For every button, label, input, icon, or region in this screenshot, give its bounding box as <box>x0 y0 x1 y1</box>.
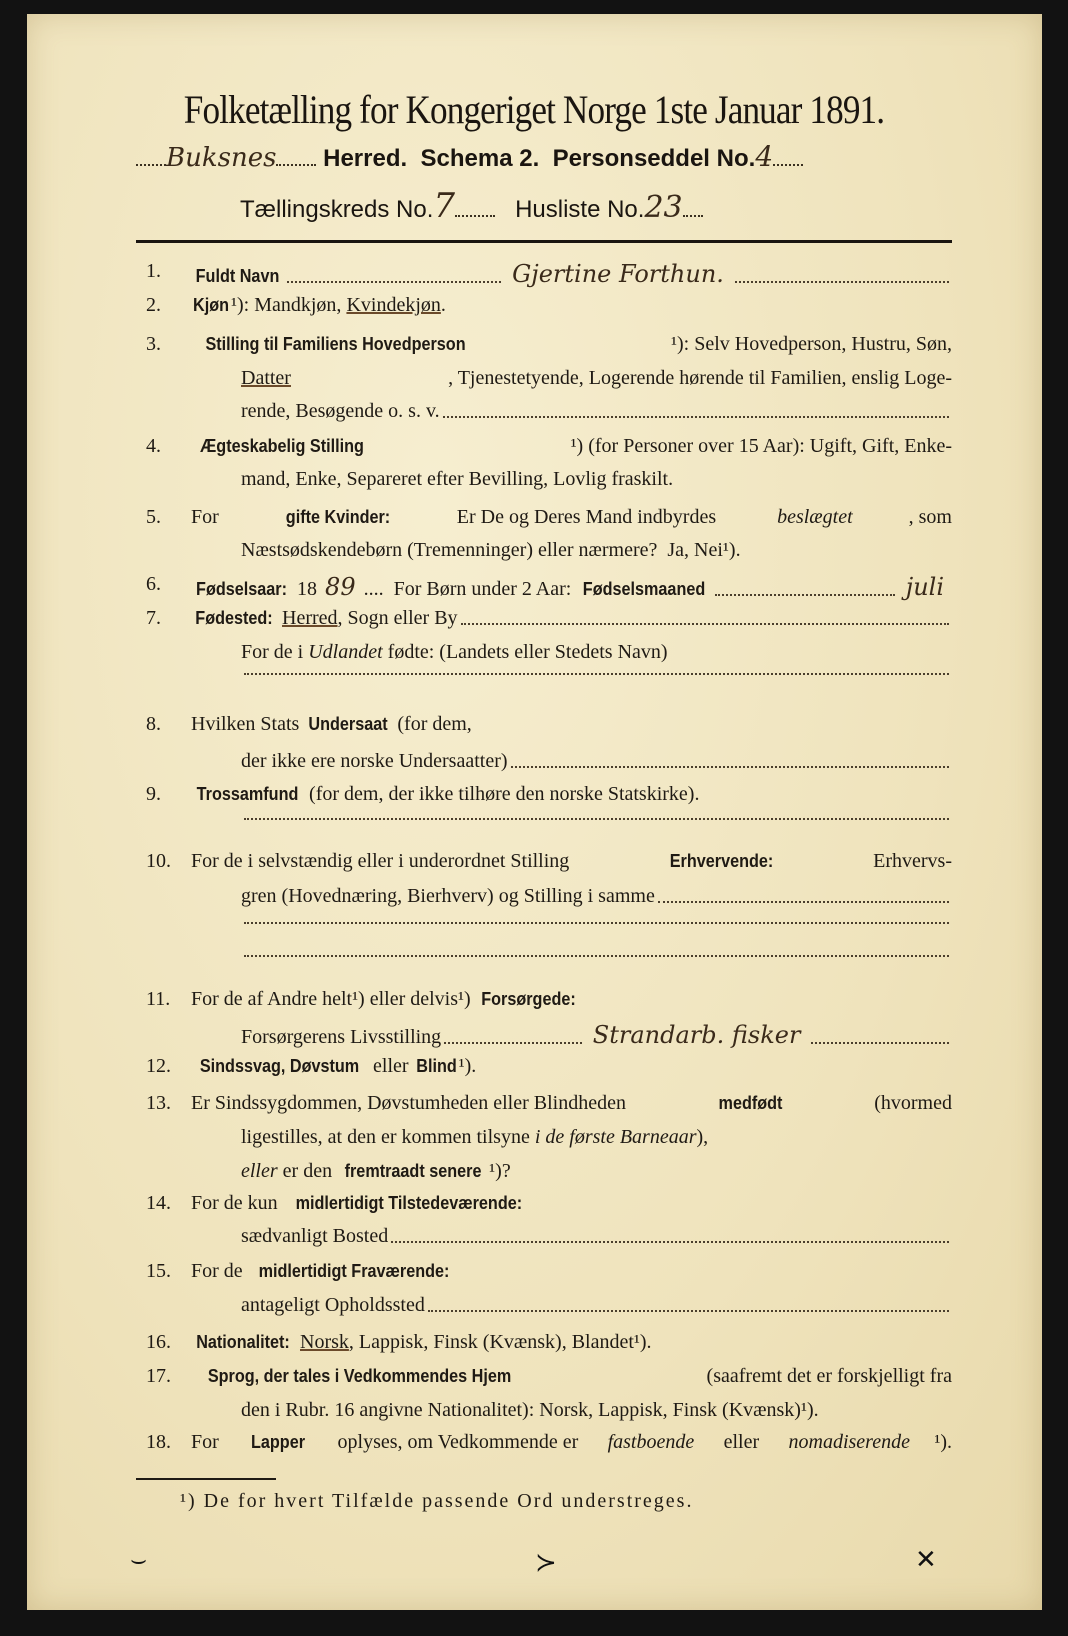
dot-leader <box>443 416 949 418</box>
bold-label: gifte Kvinder: <box>285 507 390 527</box>
item-line <box>241 1160 952 1183</box>
bold-label: Kjøn <box>193 295 229 315</box>
personseddel-label: Personseddel No. <box>552 145 756 172</box>
text: , Sogn eller By <box>337 607 458 629</box>
italic-text: nomadiserende <box>788 1431 910 1453</box>
item-line <box>191 1055 952 1078</box>
text: gren (Hovednæring, Bierhverv) og Stilling i samme <box>241 885 655 907</box>
text: antageligt Opholdssted <box>241 1294 425 1316</box>
text: eller <box>368 1055 414 1077</box>
bold-label: midlertidigt Tilstedeværende: <box>295 1193 522 1213</box>
text: fødte: (Landets eller Stedets Navn) <box>382 641 668 663</box>
item-line <box>191 1092 952 1115</box>
item-line <box>191 988 952 1011</box>
footnote: ¹) De for hvert Tilfælde passende Ord understreges. <box>180 1490 694 1512</box>
item-number: 16. <box>146 1331 171 1353</box>
item-line <box>241 818 952 825</box>
text: (hvormed <box>869 1092 952 1114</box>
item-number: 3. <box>146 333 161 355</box>
item-line <box>241 750 952 773</box>
underlined-choice: Herred <box>282 607 338 629</box>
italic-text: beslægtet <box>777 506 853 528</box>
text: der ikke ere norske Undersaatter) <box>241 750 508 772</box>
item-line <box>241 673 952 680</box>
item-number: 2. <box>146 294 161 316</box>
item-line <box>241 367 952 390</box>
underlined-choice: Kvindekjøn <box>346 294 441 316</box>
text: (saafremt det er forskjelligt fra <box>701 1365 952 1387</box>
text: For de i <box>241 641 309 663</box>
handwritten-entry: 89 <box>325 573 356 601</box>
dot-leader <box>715 594 894 596</box>
italic-text: Udlandet <box>308 641 383 663</box>
text: oplyses, om Vedkommende er <box>332 1431 584 1453</box>
item-line <box>241 1294 952 1317</box>
paper-tear-mark: ≻ <box>535 1548 557 1577</box>
item-number: 11. <box>146 988 171 1010</box>
handwritten-entry: Strandarb. fisker <box>592 1021 801 1049</box>
bold-label: Fødselsmaaned <box>583 579 706 599</box>
bold-label: Erhvervende: <box>669 851 773 871</box>
text: Hvilken Stats <box>191 713 305 735</box>
herred-label: Herred. <box>323 145 408 172</box>
text: , Tjenestetyende, Logerende hørende til Familien, enslig Loge- <box>448 367 952 389</box>
bold-label: Sprog, der tales i Vedkommendes Hjem <box>207 1366 512 1386</box>
bold-label: Trossamfund <box>196 784 299 804</box>
bold-label: Nationalitet: <box>196 1332 290 1352</box>
item-line <box>191 1331 952 1354</box>
text: ¹)? <box>489 1160 511 1182</box>
text: (for dem, der ikke tilhøre den norske Statskirke). <box>304 783 700 805</box>
item-number: 6. <box>146 573 161 595</box>
paper-tear-mark: ✕ <box>915 1545 937 1574</box>
dot-leader <box>428 1310 949 1312</box>
item-line <box>241 1021 952 1049</box>
text: ¹). <box>934 1431 952 1453</box>
dot-leader <box>244 818 949 820</box>
personseddel-value: 4 <box>755 140 774 173</box>
item-line <box>191 1192 952 1215</box>
bold-label: Sindssvag, Døvstum <box>199 1056 360 1076</box>
item-number: 15. <box>146 1260 171 1282</box>
bold-label: midlertidigt Fraværende: <box>258 1261 450 1281</box>
text: . <box>440 294 446 316</box>
bold-label: Fødselsaar: <box>196 579 287 599</box>
text: , Lappisk, Finsk (Kvænsk), Blandet¹). <box>348 1331 652 1353</box>
item-line <box>191 506 952 529</box>
bold-label: Fuldt Navn <box>195 266 280 286</box>
dot-leader <box>683 211 703 217</box>
dot-leader <box>287 281 501 283</box>
underlined-choice: Norsk <box>300 1331 349 1353</box>
italic-text: fastboende <box>607 1431 695 1453</box>
item-line <box>191 850 952 873</box>
text: For de af Andre helt¹) eller delvis¹) <box>191 988 476 1010</box>
item-line <box>241 922 952 929</box>
text: (for dem, <box>392 713 472 735</box>
dot-leader <box>244 955 949 957</box>
text: .... For Børn under 2 Aar: <box>363 578 577 600</box>
text: Næstsødskendebørn (Tremenninger) eller nærmere? Ja, Nei¹). <box>241 539 741 561</box>
text: mand, Enke, Separeret efter Bevilling, Lovlig fraskilt. <box>241 468 674 490</box>
text: ¹) (for Personer over 15 Aar): Ugift, Gift, Enke- <box>570 435 952 457</box>
item-line <box>191 1431 952 1454</box>
kreds-label: Tællingskreds No. <box>240 196 434 223</box>
husliste-label: Husliste No. <box>515 196 645 223</box>
item-number: 4. <box>146 435 161 457</box>
kreds-value: 7 <box>433 186 456 226</box>
dot-leader <box>511 766 949 768</box>
text: sædvanligt Bosted <box>241 1225 389 1247</box>
item-line <box>241 641 952 664</box>
header-rule <box>136 240 952 243</box>
item-number: 17. <box>146 1365 171 1387</box>
bold-label: Forsørgede: <box>480 989 576 1009</box>
text: For de i selvstændig eller i underordnet Stilling <box>191 850 575 872</box>
bold-label: medfødt <box>718 1093 783 1113</box>
herred-value: Buksnes <box>166 143 277 173</box>
husliste-value: 23 <box>644 190 683 225</box>
text: rende, Besøgende o. s. v. <box>241 400 440 422</box>
text: ), <box>696 1126 709 1148</box>
item-number: 10. <box>146 850 171 872</box>
dot-leader <box>276 160 316 166</box>
form-title: Folketælling for Kongeriget Norge 1ste Januar 1891. <box>183 87 885 132</box>
item-line <box>241 1399 952 1422</box>
text: ¹): Selv Hovedperson, Hustru, Søn, <box>671 333 952 355</box>
footnote-rule <box>136 1478 276 1480</box>
dot-leader <box>244 673 949 675</box>
paper-tear-mark: ⌣ <box>130 1545 148 1574</box>
text: Er De og Deres Mand indbyrdes <box>451 506 722 528</box>
dot-leader <box>444 1042 582 1044</box>
item-line <box>191 607 952 630</box>
underlined-choice: Datter <box>241 367 291 389</box>
dot-leader <box>773 160 803 166</box>
item-number: 14. <box>146 1192 171 1214</box>
item-number: 7. <box>146 607 161 629</box>
dot-leader <box>461 623 949 625</box>
bold-label: Ægteskabelig Stilling <box>200 436 364 456</box>
dot-leader <box>658 901 949 903</box>
text: For <box>191 1431 224 1453</box>
item-number: 12. <box>146 1055 171 1077</box>
item-line <box>241 885 952 908</box>
item-line <box>191 573 952 601</box>
bold-label: Stilling til Familiens Hovedperson <box>205 334 466 354</box>
text: 18 <box>292 578 318 600</box>
item-line <box>191 294 952 317</box>
text: ligestilles, at den er kommen tilsyne <box>241 1126 535 1148</box>
kreds-row <box>240 186 703 226</box>
item-number: 8. <box>146 713 161 735</box>
text: Er Sindssygdommen, Døvstumheden eller Blindheden <box>191 1092 631 1114</box>
item-line <box>191 783 952 806</box>
handwritten-entry: juli <box>905 573 944 601</box>
text: For de kun <box>191 1192 283 1214</box>
text: er den <box>277 1160 338 1182</box>
item-line <box>191 260 952 288</box>
text: Forsørgerens Livsstilling <box>241 1026 442 1048</box>
item-line <box>241 468 952 491</box>
item-line <box>191 435 952 458</box>
bold-label: Undersaat <box>308 714 388 734</box>
bold-label: Blind <box>415 1056 457 1076</box>
dot-leader <box>391 1241 949 1243</box>
text: For de <box>191 1260 248 1282</box>
item-line <box>241 1126 952 1149</box>
text: den i Rubr. 16 angivne Nationalitet): Norsk, Lappisk, Finsk (Kvænsk)¹). <box>241 1399 819 1421</box>
item-line <box>241 539 952 562</box>
text: eller <box>718 1431 765 1453</box>
text: ¹): Mandkjøn, <box>231 294 347 316</box>
text: For <box>191 506 224 528</box>
schema-label: Schema 2. <box>420 145 540 172</box>
dot-leader <box>811 1042 949 1044</box>
italic-text: i de første Barneaar <box>534 1126 697 1148</box>
dot-leader <box>735 281 949 283</box>
item-line <box>191 1365 952 1388</box>
dot-leader <box>244 922 949 924</box>
handwritten-entry: Gjertine Forthun. <box>512 260 724 288</box>
text: ¹). <box>458 1055 477 1077</box>
item-line <box>191 713 952 736</box>
item-line <box>241 955 952 962</box>
item-line <box>241 400 952 423</box>
dot-leader <box>136 160 166 166</box>
item-line <box>241 1225 952 1248</box>
text: , som <box>908 506 952 528</box>
item-number: 9. <box>146 783 161 805</box>
italic-text: eller <box>241 1160 278 1182</box>
item-number: 5. <box>146 506 161 528</box>
herred-row <box>136 140 803 173</box>
item-number: 13. <box>146 1092 171 1114</box>
item-line <box>191 333 952 356</box>
item-number: 1. <box>146 260 161 282</box>
dot-leader <box>455 211 495 217</box>
text: Erhvervs- <box>868 850 952 872</box>
item-number: 18. <box>146 1431 171 1453</box>
bold-label: fremtraadt senere <box>344 1161 482 1181</box>
bold-label: Fødested: <box>195 608 273 628</box>
bold-label: Lapper <box>251 1432 306 1452</box>
item-line <box>191 1260 952 1283</box>
